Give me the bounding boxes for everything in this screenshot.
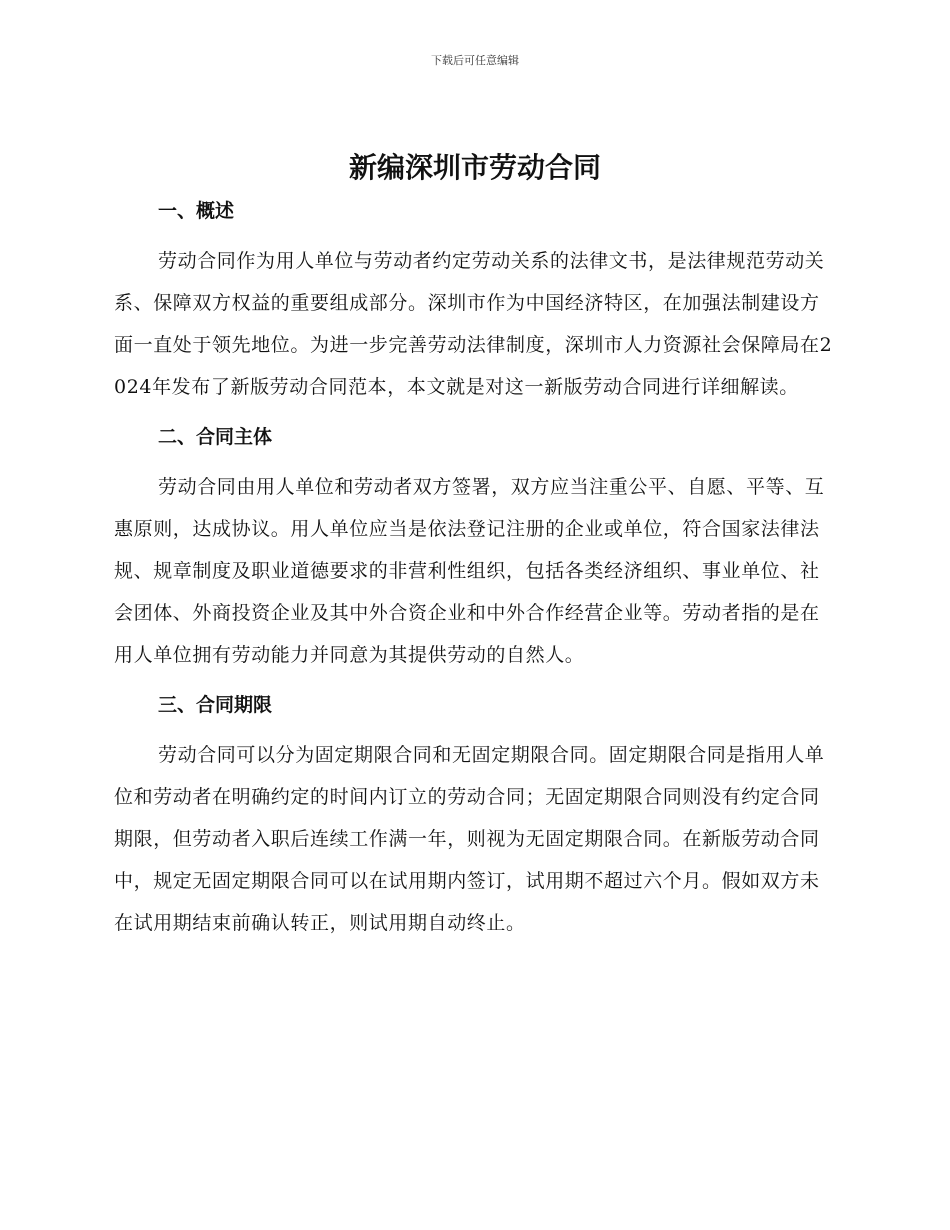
section-paragraph: 劳动合同作为用人单位与劳动者约定劳动关系的法律文书，是法律规范劳动关系、保障双方权益的重要组成部分。深圳市作为中国经济特区，在加强法制建设方面一直处于领先地位。为进一步完善劳动法律制度，深圳市人力资源社会保障局在2024年发布了新版劳动合同范本，本文就是对这一新版劳动合同进行详细解读。: [114, 250, 833, 398]
section-contract-term: [114, 690, 836, 944]
section-heading: 三、合同期限: [158, 694, 273, 716]
section-paragraph: 劳动合同由用人单位和劳动者双方签署，双方应当注重公平、自愿、平等、互惠原则，达成协议。用人单位应当是依法登记注册的企业或单位，符合国家法律法规、规章制度及职业道德要求的非营利性组织，包括各类经济组织、事业单位、社会团体、外商投资企业及其中外合资企业和中外合作经营企业等。劳动者指的是在用人单位拥有劳动能力并同意为其提供劳动的自然人。: [114, 476, 825, 666]
document-body: [114, 196, 836, 944]
running-header: 下载后可任意编辑: [431, 54, 519, 67]
document-title: 新编深圳市劳动合同: [348, 151, 601, 184]
section-heading: 一、概述: [158, 200, 235, 222]
section-heading: 二、合同主体: [158, 426, 273, 448]
section-paragraph: 劳动合同可以分为固定期限合同和无固定期限合同。固定期限合同是指用人单位和劳动者在明确约定的时间内订立的劳动合同；无固定期限合同则没有约定合同期限，但劳动者入职后连续工作满一年，则视为无固定期限合同。在新版劳动合同中，规定无固定期限合同可以在试用期内签订，试用期不超过六个月。假如双方未在试用期结束前确认转正，则试用期自动终止。: [114, 744, 825, 934]
section-contract-parties: [114, 422, 836, 676]
section-overview: [114, 196, 836, 408]
